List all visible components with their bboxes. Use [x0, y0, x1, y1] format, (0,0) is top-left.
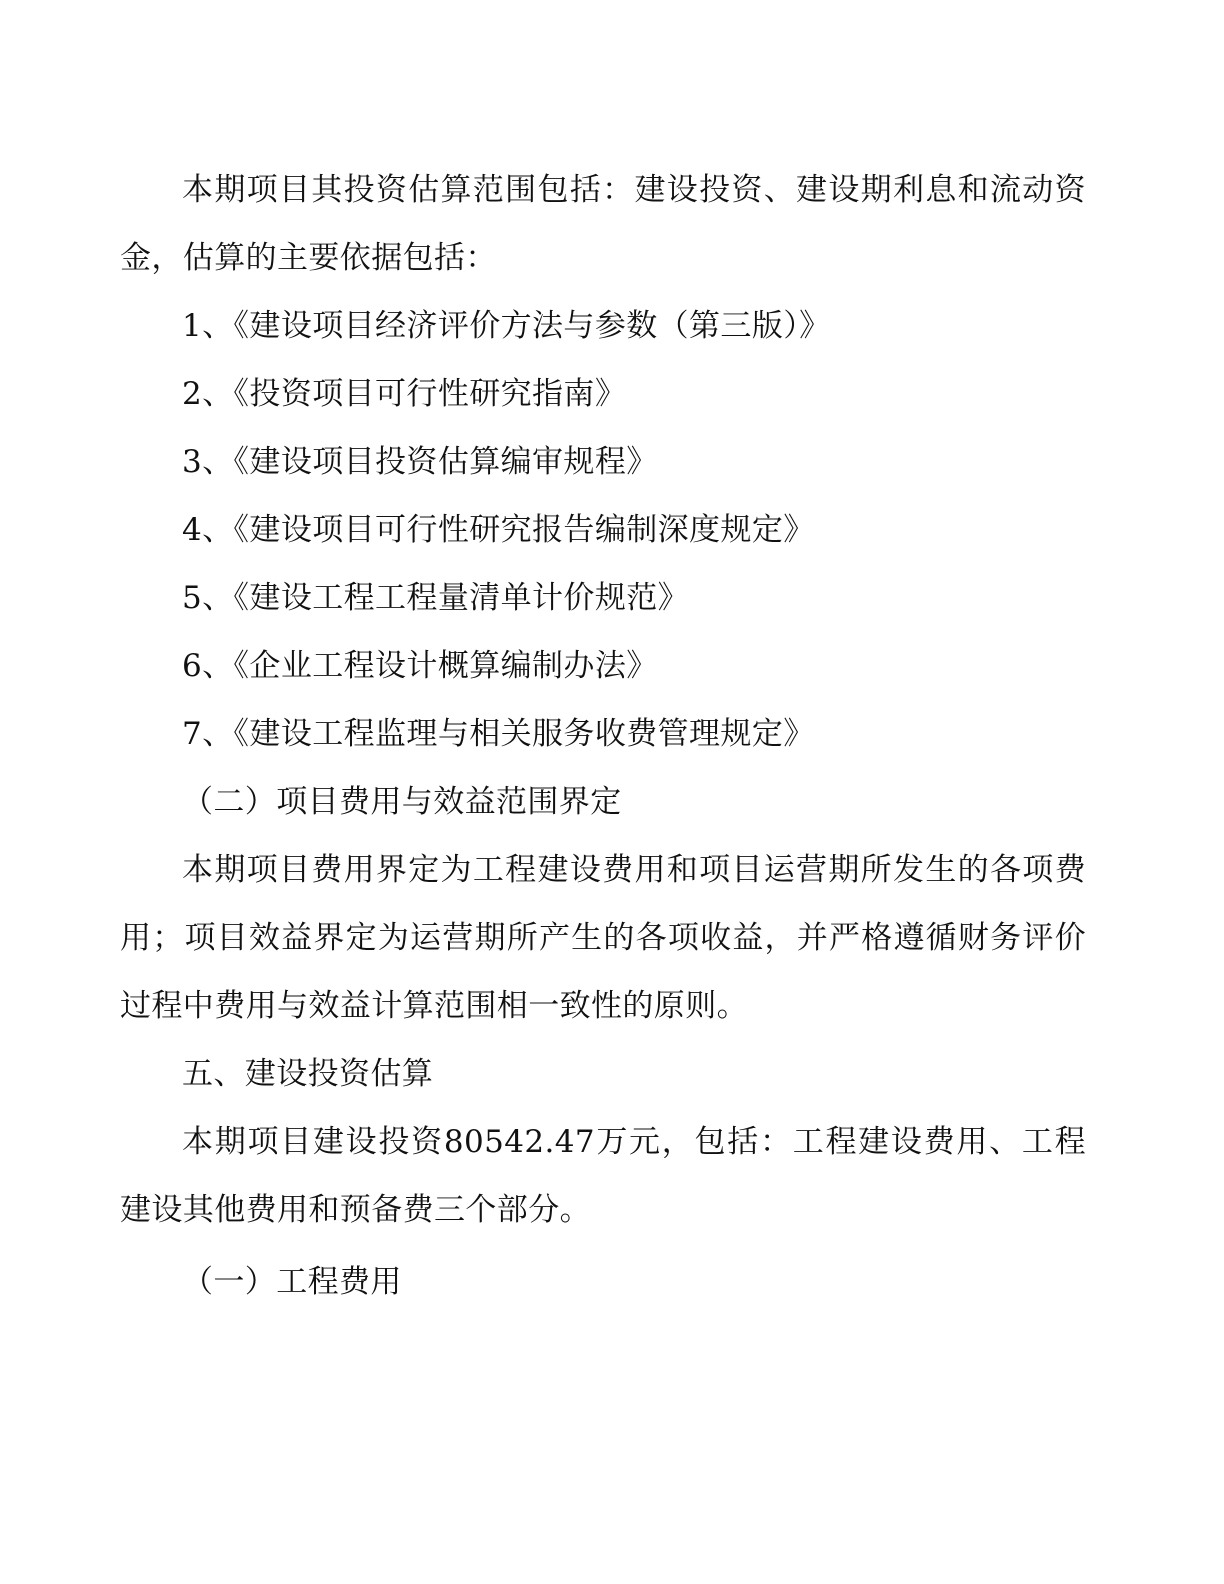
list-item-basis-4: 4、《建设项目可行性研究报告编制深度规定》: [182, 512, 815, 548]
list-item-basis-7: 7、《建设工程监理与相关服务收费管理规定》: [182, 716, 815, 752]
heading-engineering-cost: （一）工程费用: [182, 1264, 402, 1300]
list-item-basis-2: 2、《投资项目可行性研究指南》: [182, 376, 627, 412]
paragraph-construction-investment: 本期项目建设投资80542.47万元，包括：工程建设费用、工程建设其他费用和预备费三个部分。: [120, 1124, 1086, 1228]
paragraph-cost-benefit: 本期项目费用界定为工程建设费用和项目运营期所发生的各项费用；项目效益界定为运营期所产生的各项收益，并严格遵循财务评价过程中费用与效益计算范围相一致性的原则。: [120, 852, 1086, 1024]
heading-cost-benefit-scope: （二）项目费用与效益范围界定: [182, 784, 622, 820]
list-item-basis-1: 1、《建设项目经济评价方法与参数（第三版）》: [182, 308, 831, 344]
list-item-basis-5: 5、《建设工程工程量清单计价规范》: [182, 580, 690, 616]
document-body: [120, 156, 1086, 1316]
list-item-basis-3: 3、《建设项目投资估算编审规程》: [182, 444, 658, 480]
paragraph-investment-scope: 本期项目其投资估算范围包括：建设投资、建设期利息和流动资金，估算的主要依据包括：: [120, 172, 1086, 276]
heading-section-five: 五、建设投资估算: [182, 1056, 434, 1092]
list-item-basis-6: 6、《企业工程设计概算编制办法》: [182, 648, 658, 684]
